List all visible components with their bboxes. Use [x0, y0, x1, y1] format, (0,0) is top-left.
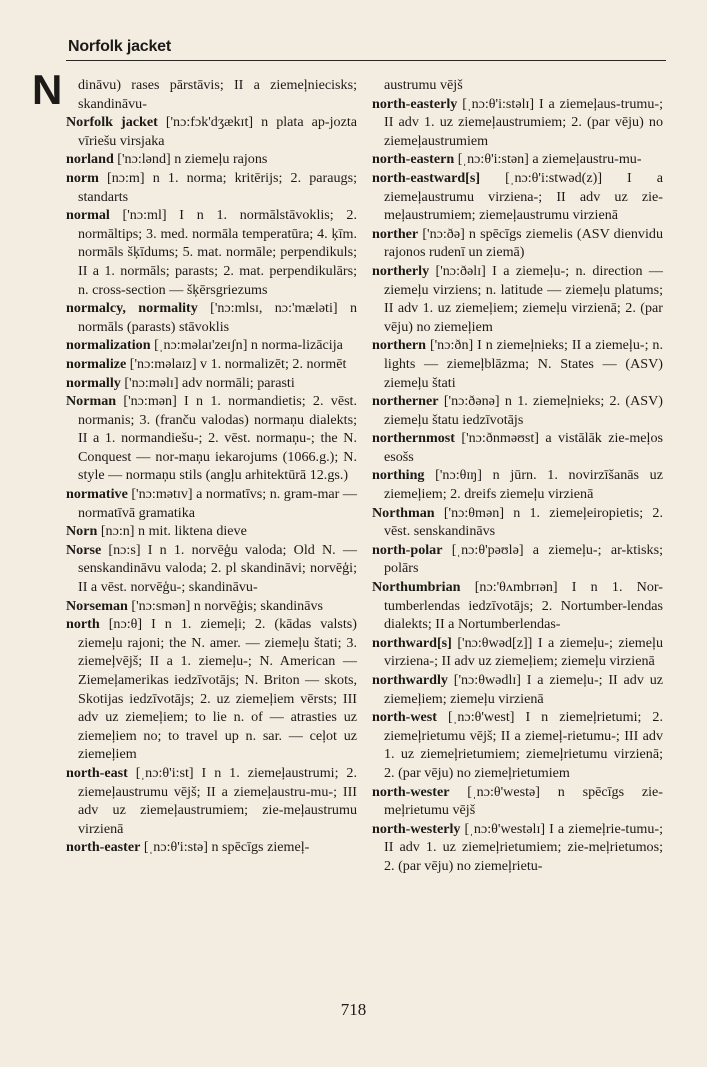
dictionary-entry — [66, 206, 357, 299]
dictionary-entry — [372, 225, 663, 262]
entry-headword: north-polar — [372, 541, 443, 558]
entry-headword: northing — [372, 467, 425, 484]
entry-definition: ['nɔ:məlaɪz] v 1. normalizēt; 2. normēt — [126, 355, 347, 372]
dictionary-entry — [66, 374, 357, 393]
entry-headword: north-eastward[s] — [372, 169, 481, 186]
section-letter: N — [32, 66, 63, 113]
entry-headword: normal — [66, 207, 110, 224]
entry-headword: norland — [66, 151, 114, 168]
dictionary-entry — [66, 615, 357, 764]
entry-headword: Northumbrian — [372, 579, 461, 596]
running-head: Norfolk jacket — [68, 38, 172, 55]
entry-headword: Norman — [66, 393, 117, 410]
entry-headword: Norse — [66, 541, 102, 558]
right-column — [372, 76, 663, 876]
entry-definition: [nɔ:s] I n 1. norvēģu valoda; Old N. — senskandināvu valoda; 2. pl skandināvi; norvēģi; II a vēst. norvēģu-; skandināvu- — [78, 541, 357, 596]
entry-definition: [ˌnɔ:θ'i:stəlɪ] I a ziemeļaus-trumu-; II adv 1. uz ziemeļaustrumiem; 2. (par vēju) no ziemeļaustrumiem — [384, 95, 663, 149]
dictionary-entry — [372, 392, 663, 429]
dictionary-entry — [372, 541, 663, 578]
entry-definition: ['nɔ:ðənə] n 1. ziemeļnieks; 2. (ASV) ziemeļu štatu iedzīvotājs — [384, 393, 663, 428]
dictionary-entry — [66, 355, 357, 374]
left-column — [66, 76, 357, 857]
entry-definition: [nɔ:θ] I n 1. ziemeļi; 2. (kādas valsts) ziemeļu rajoni; the N. amer. — ziemeļu štati; 3. ziemeļvējš; II a 1. ziemeļu-; N. American — Ziemeļamerikas iedzīvotājs; N. Briton — skots, Skotijas iedzīvotājs; 2. uz ziemeļiem vērsts; III adv uz ziemeļiem; to lie n. of — atrasties uz ziemeļiem no; to travel up n. sar. — ceļot uz ziemeļiem — [78, 616, 357, 763]
entry-definition: ['nɔ:lənd] n ziemeļu rajons — [113, 151, 268, 168]
entry-definition: ['nɔ:θmən] n 1. ziemeļeiropietis; 2. vēst. senskandināvs — [384, 504, 663, 540]
entry-definition: [ˌnɔ:θ'westə] n spēcīgs zie-meļrietumu vējš — [384, 783, 663, 819]
entry-definition: dināvu) rases pārstāvis; II a ziemeļniecisks; skandināvu- — [78, 77, 357, 112]
entry-definition: ['nɔ:ðə] n spēcīgs ziemelis (ASV dienvidu rajonos rudenī un ziemā) — [384, 225, 663, 261]
dictionary-entry — [372, 634, 663, 671]
entry-definition: ['nɔ:fɔk'dʒækɪt] n plata ap-jozta vīriešu virsjaka — [78, 114, 357, 149]
entry-definition: ['nɔ:mlsɪ, nɔ:'mæləti] n normāls (parasts) stāvoklis — [78, 300, 357, 335]
entry-definition: ['nɔ:məlɪ] adv normāli; parasti — [120, 374, 295, 391]
entry-headword: north-west — [372, 709, 437, 726]
dictionary-entry — [66, 113, 357, 150]
entry-definition: austrumu vējš — [384, 77, 463, 93]
entry-headword: Norfolk jacket — [66, 114, 158, 131]
entry-definition: [nɔ:m] n 1. norma; kritērijs; 2. paraugs; standarts — [78, 169, 357, 205]
dictionary-entry — [372, 578, 663, 634]
dictionary-entry — [66, 392, 357, 485]
dictionary-entry — [66, 764, 357, 838]
entry-definition: ['nɔ:mətɪv] a normatīvs; n. gram-mar — normatīvā gramatika — [78, 486, 357, 521]
entry-definition: [ˌnɔ:θ'pəʊlə] a ziemeļu-; ar-ktisks; polārs — [384, 541, 663, 577]
entry-definition: [ˌnɔ:məlaɪ'zeɪʃn] n norma-lizācija — [150, 337, 343, 354]
dictionary-entry — [66, 76, 357, 113]
entry-definition: ['nɔ:ðn] I n ziemeļnieks; II a ziemeļu-; n. lights — ziemeļblāzma; N. States — (ASV) ziemeļu štati — [384, 337, 663, 391]
entry-definition: ['nɔ:θwəd[z]] I a ziemeļu-; ziemeļu virziena-; II adv uz ziemeļiem; ziemeļu virzienā — [384, 634, 663, 670]
dictionary-entry — [66, 597, 357, 616]
dictionary-entry — [372, 466, 663, 503]
entry-headword: Norn — [66, 523, 98, 540]
entry-headword: norm — [66, 169, 99, 186]
entry-headword: north — [66, 616, 100, 633]
entry-headword: Northman — [372, 504, 435, 521]
entry-headword: normalize — [66, 355, 127, 372]
entry-definition: [ˌnɔ:θ'westəlɪ] I a ziemeļrie-tumu-; II adv 1. uz ziemeļrietumiem; zie-meļrietumos; 2. (par vēju) no ziemeļrietu- — [384, 820, 663, 874]
entry-headword: northerly — [372, 262, 430, 279]
dictionary-entry — [372, 820, 663, 876]
dictionary-entry — [372, 671, 663, 708]
entry-headword: northwardly — [372, 672, 448, 688]
dictionary-entry — [66, 150, 357, 169]
entry-headword: norther — [372, 225, 419, 242]
entry-definition: [ˌnɔ:θ'i:st] I n 1. ziemeļaustrumi; 2. ziemeļaustrumu vējš; II a ziemeļaustru-mu-; III adv uz ziemeļaustrumiem; zie-meļaustrumu virzienā — [78, 764, 357, 837]
entry-definition: ['nɔ:ðəlɪ] I a ziemeļu-; n. direction — ziemeļu virziens; n. latitude — ziemeļu platums; II adv 1. uz ziemeļiem; ziemeļu virzienā; 2. (par vēju) no ziemeļiem — [384, 262, 663, 335]
dictionary-entry — [66, 838, 357, 857]
dictionary-entry — [66, 299, 357, 336]
page-number: 718 — [340, 1000, 367, 1019]
dictionary-entry — [372, 708, 663, 782]
entry-definition: ['nɔ:ml] I n 1. normālstāvoklis; 2. normāltips; 3. med. normāla temperatūra; 4. ķīm. normāls šķīdums; 5. mat. normāle; perpendikuls; II a 1. normāls; parasts; 2. mat. perpendikulārs; n. cross-section — šķērsgriezums — [78, 207, 357, 298]
entry-headword: northerner — [372, 393, 439, 410]
entry-headword: north-eastern — [372, 151, 455, 168]
dictionary-entry — [372, 504, 663, 541]
dictionary-entry — [66, 169, 357, 206]
dictionary-entry — [372, 783, 663, 820]
dictionary-entry — [372, 429, 663, 466]
entry-headword: normalcy, normality — [66, 300, 198, 317]
entry-definition: ['nɔ:θwədlɪ] I a ziemeļu-; II adv uz ziemeļiem; ziemeļu virzienā — [384, 672, 663, 707]
entry-headword: north-easterly — [372, 95, 458, 112]
entry-headword: normative — [66, 486, 128, 503]
entry-definition: [ˌnɔ:θ'i:stə] n spēcīgs ziemeļ- — [140, 839, 310, 856]
dictionary-entry — [66, 541, 357, 597]
dictionary-entry — [66, 336, 357, 355]
dictionary-entry — [372, 76, 663, 95]
entry-definition: ['nɔ:smən] n norvēģis; skandināvs — [127, 597, 323, 614]
entry-definition: [ˌnɔ:θ'west] I n ziemeļrietumi; 2. ziemeļrietumu vējš; II a ziemeļ-rietumu-; III adv 1. uz ziemeļrietumiem; ziemeļrietumu virzienā; 2. (par vēju) no ziemeļrietumiem — [384, 709, 663, 781]
entry-definition: [ˌnɔ:θ'i:stən] a ziemeļaustru-mu- — [454, 151, 642, 168]
entry-definition: ['nɔ:mən] I n 1. normandietis; 2. vēst. normanis; 3. (franču valodas) normaņu dialekts; II a 1. normandiešu-; 2. vēst. normaņu-; the N. Conquest — nor-maņu iekarojums (1066.g.); N. style — normaņu stils (angļu arhitektūrā 12.gs.) — [78, 393, 357, 484]
entry-definition: [ˌnɔ:θ'i:stwəd(z)] I a ziemeļaustrumu virziena-; II adv uz zie-meļaustrumiem; ziemeļaustrumu virzienā — [384, 169, 663, 224]
entry-headword: northernmost — [372, 430, 455, 447]
entry-headword: northern — [372, 337, 427, 354]
entry-headword: north-easter — [66, 839, 141, 856]
entry-headword: normalization — [66, 337, 151, 354]
entry-definition: ['nɔ:θɪŋ] n jūrn. 1. novirzīšanās uz ziemeļiem; 2. dreifs ziemeļu virzienā — [384, 467, 663, 503]
dictionary-entry — [372, 336, 663, 392]
entry-headword: Norseman — [66, 597, 128, 614]
header-rule — [66, 60, 666, 61]
dictionary-entry — [372, 95, 663, 151]
entry-definition: [nɔ:'θʌmbrɪən] I n 1. Nor-tumberlendas iedzīvotājs; 2. Nortumber-lendas dialekts; II a Nortumberlendas- — [384, 579, 663, 633]
entry-headword: north-east — [66, 764, 128, 781]
dictionary-entry — [372, 169, 663, 225]
dictionary-entry — [66, 485, 357, 522]
entry-definition: ['nɔ:ðnməʊst] a vistālāk zie-meļos esošs — [384, 430, 663, 465]
entry-headword: normally — [66, 374, 121, 391]
dictionary-entry — [372, 150, 663, 169]
dictionary-entry — [66, 522, 357, 541]
entry-headword: north-westerly — [372, 820, 461, 837]
entry-headword: north-wester — [372, 783, 450, 800]
entry-definition: [nɔ:n] n mit. liktena dieve — [97, 523, 247, 540]
entry-headword: northward[s] — [372, 634, 452, 651]
dictionary-entry — [372, 262, 663, 336]
